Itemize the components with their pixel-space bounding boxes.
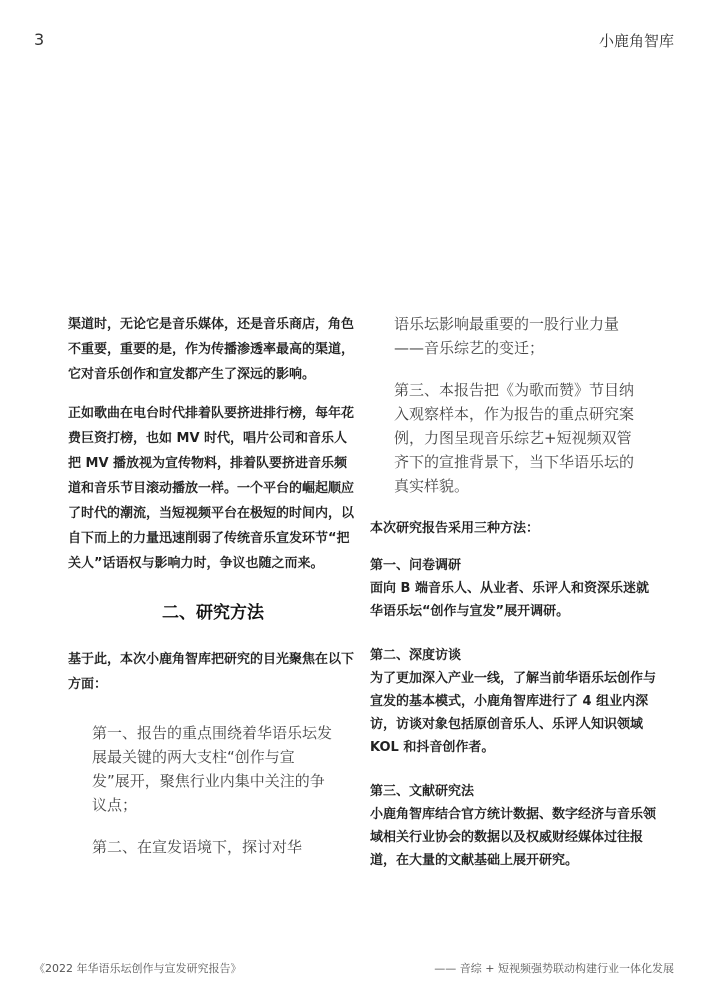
body-paragraph: 正如歌曲在电台时代排着队要挤进排行榜，每年花费巨资打榜，也如 MV 时代，唱片公司和音乐人把 MV 播放视为宣传物料，排着队要挤进音乐频道和音乐节目滚动播放一样。一个平台的崛起顺应了时代的潮流，当短视频平台在极短的时间内，以自下而上的力量迅速削弱了传统音乐宣发环节“把关人”话语权与影响力时，争议也随之而来。	[68, 406, 355, 571]
method-section	[370, 645, 660, 759]
method-title: 第三、文献研究法	[370, 784, 475, 799]
method-body: 面向 B 端音乐人、从业者、乐评人和资深乐迷就华语乐坛“创作与宣发”展开调研。	[370, 581, 649, 619]
footer-report-title: 《2022 年华语乐坛创作与宣发研究报告》	[34, 962, 242, 975]
footer-tagline: —— 音综 + 短视频强势联动构建行业一体化发展	[434, 962, 674, 975]
method-title: 第一、问卷调研	[370, 558, 462, 573]
right-column	[370, 312, 660, 872]
method-section	[370, 781, 660, 872]
method-body: 小鹿角智库结合官方统计数据、数字经济与音乐领域相关行业协会的数据以及权威财经媒体过往报道，在大量的文献基础上展开研究。	[370, 807, 657, 868]
method-section	[370, 555, 660, 623]
quote-paragraph: 第一、报告的重点围绕着华语乐坛发展最关键的两大支柱“创作与宣发”展开，聚焦行业内集中关注的争议点；	[92, 724, 333, 814]
brand-name: 小鹿角智库	[598, 32, 674, 50]
quote-paragraph: 第三、本报告把《为歌而赞》节目纳入观察样本，作为报告的重点研究案例，力图呈现音乐综艺+短视频双管齐下的宣推背景下，当下华语乐坛的真实样貌。	[394, 381, 635, 495]
left-column	[68, 312, 358, 877]
methods-intro: 本次研究报告采用三种方法：	[370, 521, 540, 536]
method-body: 为了更加深入产业一线，了解当前华语乐坛创作与宣发的基本模式，小鹿角智库进行了 4 组业内深访，访谈对象包括原创音乐人、乐评人知识领域 KOL 和抖音创作者。	[370, 671, 657, 755]
page-number: 3	[34, 30, 45, 49]
method-title: 第二、深度访谈	[370, 648, 462, 663]
quote-paragraph: 第二、在宣发语境下，探讨对华	[92, 838, 303, 856]
body-paragraph: 渠道时，无论它是音乐媒体，还是音乐商店，角色不重要，重要的是，作为传播渗透率最高的渠道，它对音乐创作和宣发都产生了深远的影响。	[68, 317, 355, 382]
quote-paragraph: 语乐坛影响最重要的一股行业力量——音乐综艺的变迁；	[394, 315, 620, 357]
section-heading: 二、研究方法	[162, 603, 264, 623]
body-paragraph: 基于此，本次小鹿角智库把研究的目光聚焦在以下方面：	[68, 652, 355, 692]
